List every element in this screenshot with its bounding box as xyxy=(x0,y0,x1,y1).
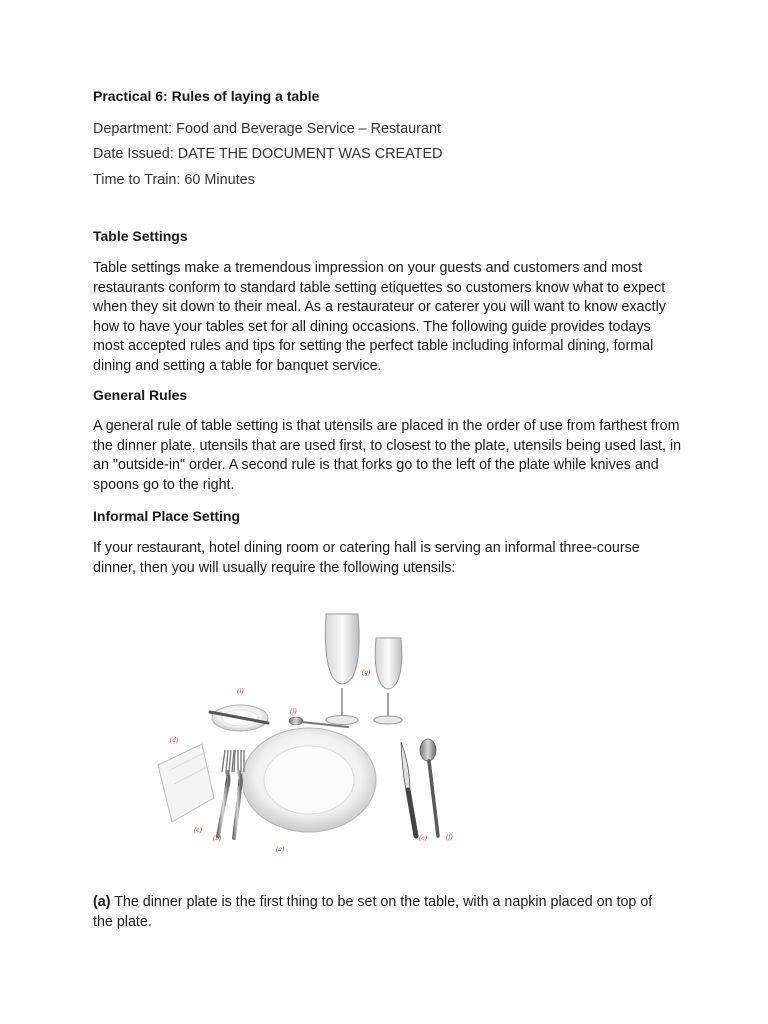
time-to-train-line: Time to Train: 60 Minutes xyxy=(93,172,255,188)
document-title: Practical 6: Rules of laying a table xyxy=(93,88,320,104)
dinner-fork xyxy=(234,750,244,838)
soup-spoon xyxy=(420,739,438,836)
dinner-knife xyxy=(401,742,416,836)
label-b: (b) xyxy=(213,834,222,842)
label-e: (e) xyxy=(419,834,427,842)
place-setting-illustration xyxy=(130,600,470,860)
heading-informal-place-setting: Informal Place Setting xyxy=(93,508,241,524)
salad-fork xyxy=(218,750,234,836)
caption-label: (a) xyxy=(93,894,111,910)
paragraph-general-rules: A general rule of table setting is that utensils are placed in the order of use from farthest from the dinner plate, utensils that are used first, to closest to the plate, utensils being used last, in an "outside-in" order. A second rule is that forks go to the left of the plate while knives and spoons go to the right. xyxy=(93,418,682,493)
label-a: (a) xyxy=(276,845,285,853)
wine-glass-large xyxy=(325,614,359,725)
date-issued-line: Date Issued: DATE THE DOCUMENT WAS CREATED xyxy=(93,146,443,162)
wine-glass-small xyxy=(374,638,402,724)
bread-plate xyxy=(210,705,268,731)
napkin xyxy=(158,744,214,822)
label-c: (c) xyxy=(194,826,202,834)
label-j: (j) xyxy=(290,707,297,715)
label-d: (d) xyxy=(170,736,179,744)
paragraph-table-settings: Table settings make a tremendous impression on your guests and customers and most restaurants conform to standard table setting etiquettes so customers know what to expect when they sit down to their meal. As a restaurateur or caterer you will want to know exactly how to have your tables set for all dining occasions. The following guide provides todays most accepted rules and tips for setting the perfect table including informal dining, formal dining and setting a table for banquet service. xyxy=(93,260,666,374)
paragraph-informal-place-setting: If your restaurant, hotel dining room or catering hall is serving an informal three-course dinner, then you will usually require the following utensils: xyxy=(93,540,640,576)
heading-table-settings: Table Settings xyxy=(93,228,188,244)
caption-text: The dinner plate is the first thing to be set on the table, with a napkin placed on top of the plate. xyxy=(93,894,653,930)
label-g: (g) xyxy=(362,668,371,676)
label-i: (i) xyxy=(237,687,244,695)
dinner-plate xyxy=(242,728,376,832)
caption-dinner-plate xyxy=(93,893,673,932)
heading-general-rules: General Rules xyxy=(93,387,188,403)
department-line: Department: Food and Beverage Service – Restaurant xyxy=(93,121,441,137)
label-f: (f) xyxy=(446,833,453,841)
